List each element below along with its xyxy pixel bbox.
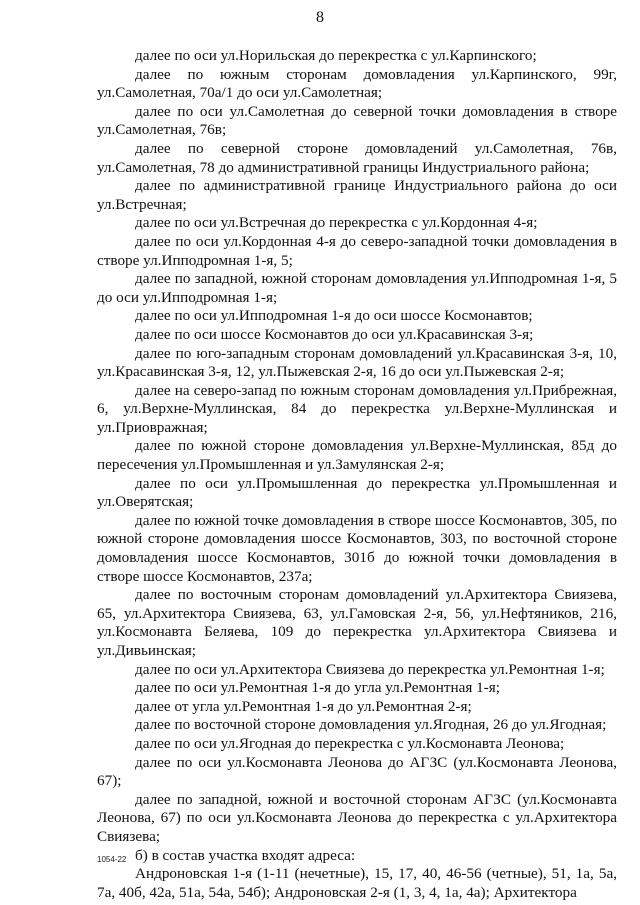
paragraph: далее по южным сторонам домовладения ул.Карпинского, 99г, ул.Самолетная, 70а/1 до оси ул.Самолетная; bbox=[97, 65, 617, 102]
paragraph: далее по южной стороне домовладения ул.Верхне-Муллинская, 85д до пересечения ул.Промышленная и ул.Замулянская 2-я; bbox=[97, 437, 617, 474]
paragraph: далее по административной границе Индустриального района до оси ул.Встречная; bbox=[97, 177, 617, 213]
document-code: 1054-22 bbox=[97, 855, 127, 864]
paragraph: далее по оси ул.Самолетная до северной точки домовладения в створе ул.Самолетная, 76в; bbox=[97, 102, 617, 139]
paragraph: далее по восточным сторонам домовладений ул.Архитектора Свиязева, 65, ул.Архитектора Свиязева, 63, ул.Гамовская 2-я, 56, ул.Нефтяников, 216, ул.Космонавта Беляева, 109 до перекрестка ул.Архитектора Свиязева и ул.Дивьинская; bbox=[97, 586, 617, 659]
paragraph: далее по западной, южной сторонам домовладения ул.Ипподромная 1-я, 5 до оси ул.Ипподромная 1-я; bbox=[97, 270, 617, 306]
paragraph: далее по оси ул.Ремонтная 1-я до угла ул.Ремонтная 1-я; bbox=[135, 679, 501, 697]
paragraph: далее по южной точке домовладения в створе шоссе Космонавтов, 305, по южной стороне домовладения шоссе Космонавтов, 303, по восточной стороне домовладения шоссе Космонавтов, 301б до южной точки домовладения в створе шоссе Космонавтов, 237а; bbox=[97, 511, 617, 585]
paragraph: Андроновская 1-я (1-11 (нечетные), 15, 17, 40, 46-56 (четные), 51, 1а, 5а, 7а, 40б, 42а, 51а, 54а, 54б); Андроновская 2-я (1, 3, 4, 1а, 4а); Архитектора bbox=[97, 865, 617, 901]
paragraph: далее по оси ул.Встречная до перекрестка с ул.Кордонная 4-я; bbox=[135, 214, 538, 232]
paragraph: далее по северной стороне домовладений ул.Самолетная, 76в, ул.Самолетная, 78 до административной границы Индустриального района; bbox=[97, 139, 617, 176]
paragraph: б) в состав участка входят адреса: bbox=[135, 846, 356, 864]
paragraph: далее по восточной стороне домовладения ул.Ягодная, 26 до ул.Ягодная; bbox=[135, 716, 607, 734]
paragraph: далее по оси ул.Космонавта Леонова до АГЗС (ул.Космонавта Леонова, 67); bbox=[97, 753, 617, 790]
document-body bbox=[97, 47, 617, 902]
paragraph: далее по оси ул.Ипподромная 1-я до оси шоссе Космонавтов; bbox=[135, 307, 533, 325]
paragraph: далее по оси ул.Норильская до перекрестка с ул.Карпинского; bbox=[135, 47, 537, 64]
paragraph: далее по юго-западным сторонам домовладений ул.Красавинская 3-я, 10, ул.Красавинская 3-я, 12, ул.Пыжевская 2-я, 16 до оси ул.Пыжевская 2-я; bbox=[97, 344, 617, 381]
paragraph: далее по оси ул.Кордонная 4-я до северо-западной точки домовладения в створе ул.Ипподромная 1-я, 5; bbox=[97, 232, 617, 269]
paragraph: далее по западной, южной и восточной сторонам АГЗС (ул.Космонавта Леонова, 67) по оси ул.Космонавта Леонова до перекрестка с ул.Архитектора Свиязева; bbox=[97, 790, 617, 845]
paragraph: далее по оси ул.Ягодная до перекрестка с ул.Космонавта Леонова; bbox=[135, 734, 565, 752]
paragraph: далее на северо-запад по южным сторонам домовладения ул.Прибрежная, 6, ул.Верхне-Муллинская, 84 до перекрестка ул.Верхне-Муллинская и ул.Приовражная; bbox=[97, 381, 617, 436]
page-number: 8 bbox=[316, 9, 324, 26]
paragraph: далее от угла ул.Ремонтная 1-я до ул.Ремонтная 2-я; bbox=[135, 697, 472, 715]
paragraph: далее по оси ул.Архитектора Свиязева до перекрестка ул.Ремонтная 1-я; bbox=[135, 660, 605, 678]
paragraph: далее по оси ул.Промышленная до перекрестка ул.Промышленная и ул.Оверятская; bbox=[97, 474, 617, 511]
paragraph: далее по оси шоссе Космонавтов до оси ул.Красавинская 3-я; bbox=[135, 325, 534, 343]
